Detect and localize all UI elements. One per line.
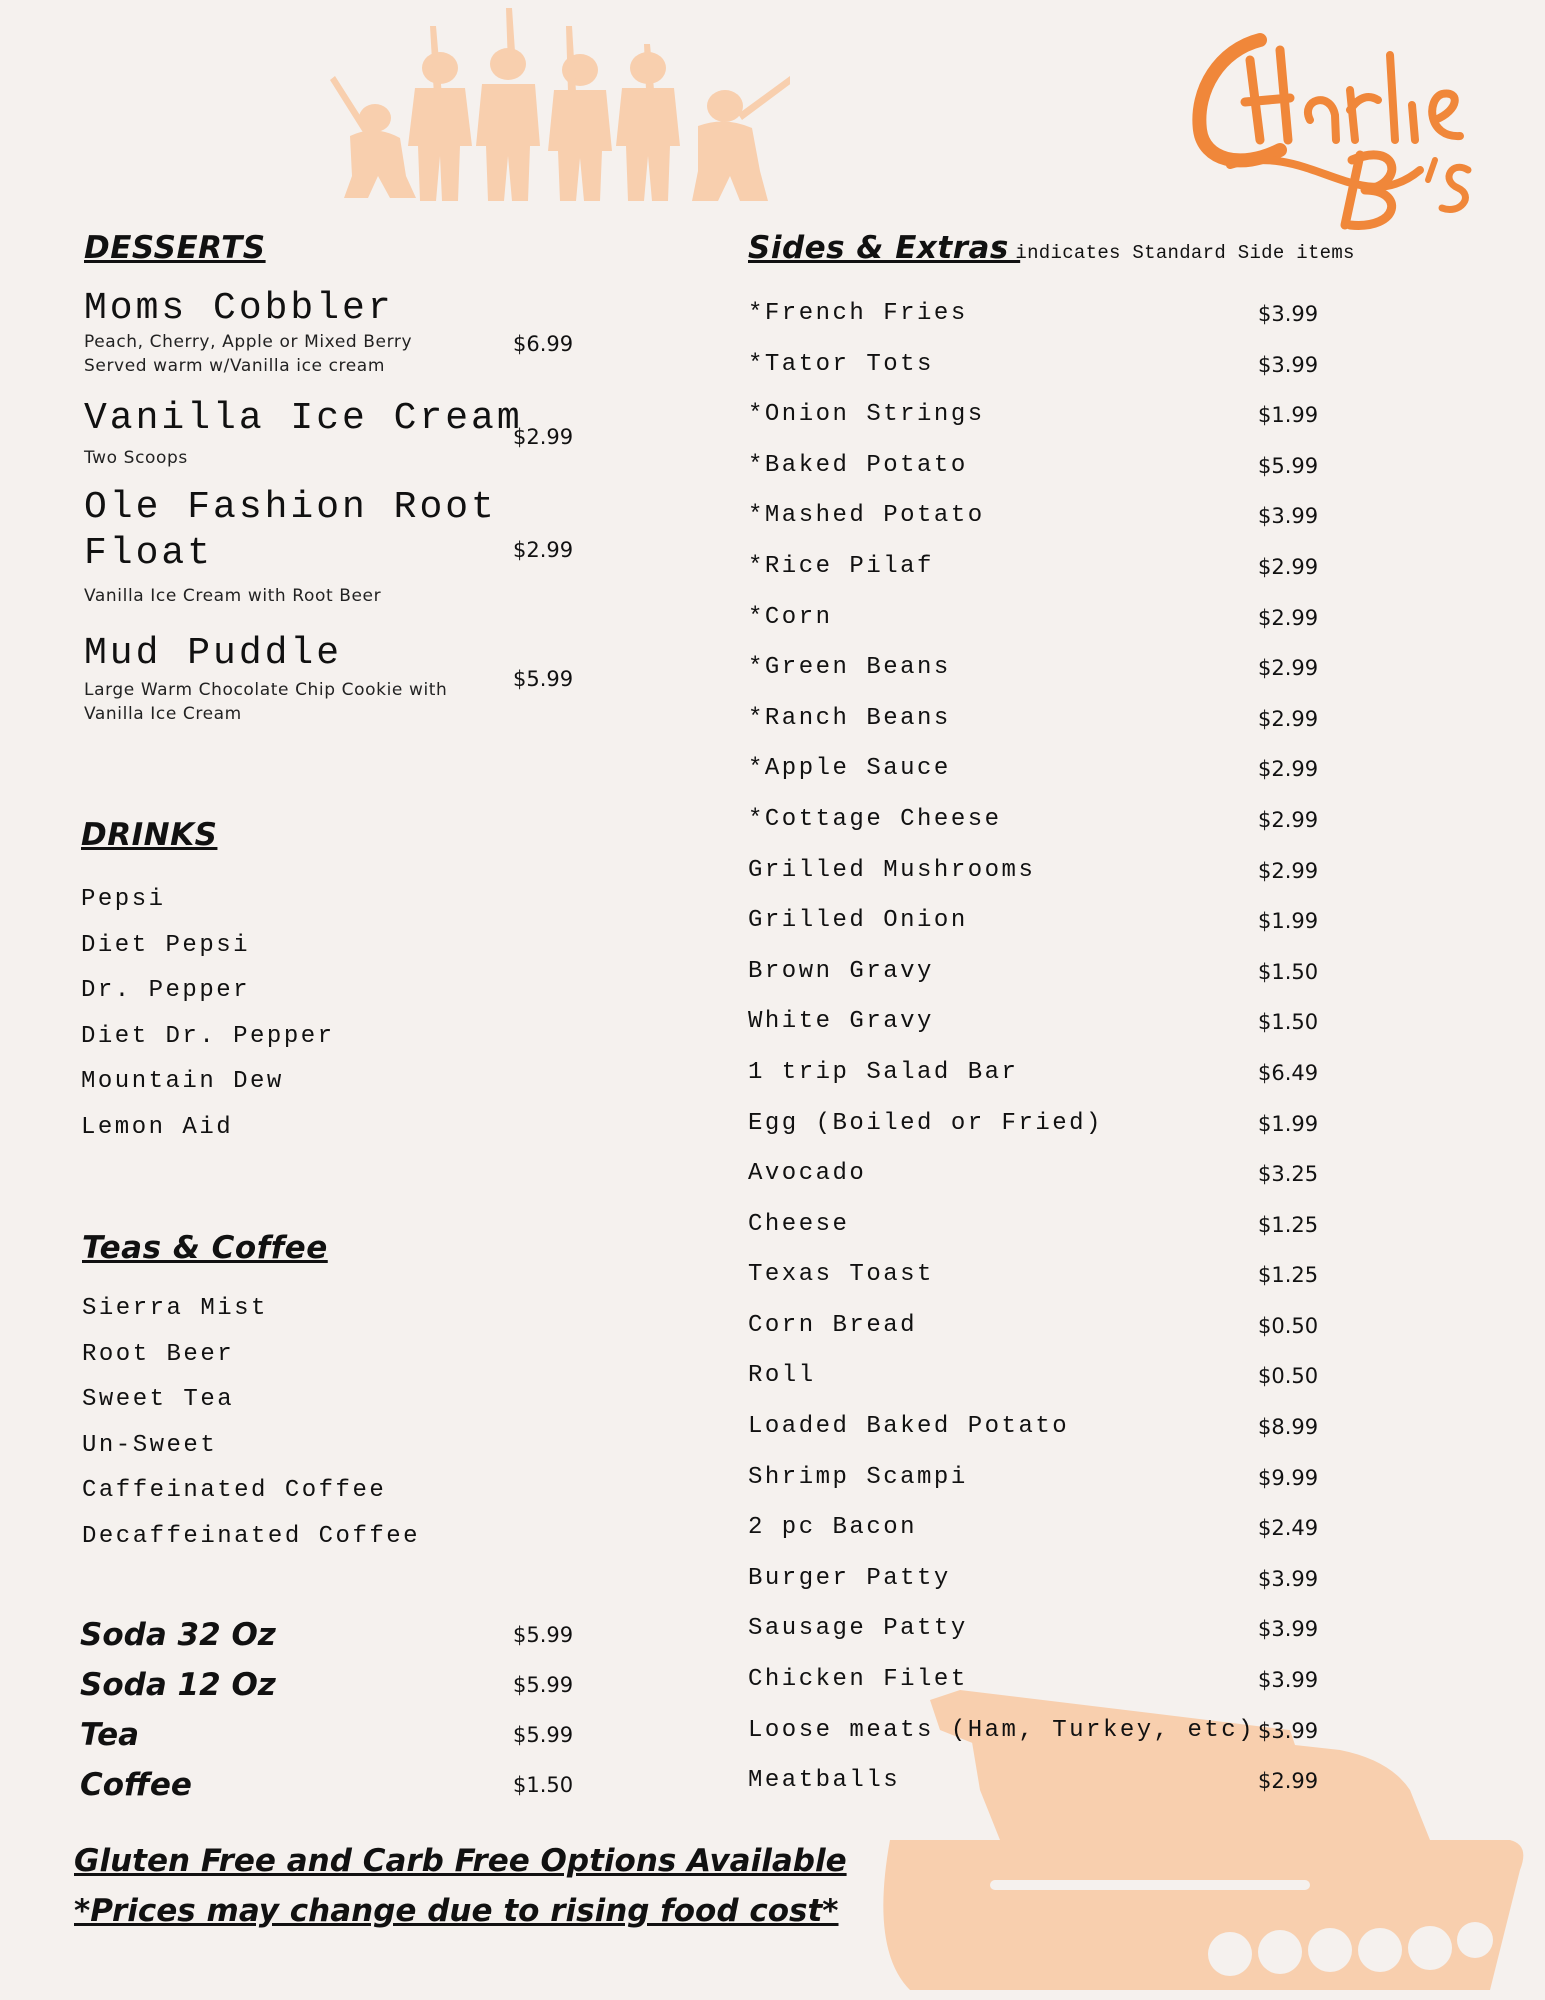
dessert-name: Mud Puddle bbox=[84, 632, 343, 675]
side-item-row bbox=[748, 1354, 1348, 1405]
side-item-name: *Apple Sauce bbox=[748, 755, 951, 783]
side-item-row bbox=[748, 1152, 1348, 1203]
desserts-title: DESSERTS bbox=[84, 230, 266, 266]
side-item-price: $1.25 bbox=[1258, 1212, 1319, 1237]
side-item-name: *Corn bbox=[748, 603, 833, 631]
side-item-row bbox=[748, 1304, 1348, 1355]
dessert-name: Vanilla Ice Cream bbox=[84, 397, 523, 440]
drink-item: Lemon Aid bbox=[81, 1113, 234, 1141]
side-item-row bbox=[748, 1456, 1348, 1507]
side-item-name: Roll bbox=[748, 1362, 816, 1390]
drink-size-name: Soda 12 Oz bbox=[80, 1667, 276, 1703]
drink-size-row bbox=[80, 1710, 600, 1760]
side-item-name: Brown Gravy bbox=[748, 957, 934, 985]
side-item-name: Loaded Baked Potato bbox=[748, 1413, 1070, 1441]
side-item-price: $1.99 bbox=[1258, 403, 1319, 428]
tea-item: Un-Sweet bbox=[82, 1431, 218, 1459]
side-item-price: $5.99 bbox=[1258, 453, 1319, 478]
side-item-name: *Ranch Beans bbox=[748, 704, 951, 732]
side-item-price: $2.99 bbox=[1258, 706, 1319, 731]
side-item-row bbox=[748, 1102, 1348, 1153]
side-item-price: $2.99 bbox=[1258, 554, 1319, 579]
side-item-price: $2.99 bbox=[1258, 757, 1319, 782]
side-item-name: *Baked Potato bbox=[748, 451, 968, 479]
drink-item: Diet Pepsi bbox=[81, 931, 251, 959]
drink-size-list bbox=[80, 1610, 600, 1810]
side-item-name: Avocado bbox=[748, 1160, 867, 1188]
tea-item: Caffeinated Coffee bbox=[82, 1477, 387, 1504]
side-item-row bbox=[748, 292, 1348, 343]
tea-item: Sierra Mist bbox=[82, 1295, 268, 1322]
drink-size-row bbox=[80, 1760, 600, 1810]
side-item-price: $2.49 bbox=[1258, 1516, 1319, 1541]
teas-list bbox=[82, 1286, 420, 1559]
drink-item: Mountain Dew bbox=[81, 1068, 284, 1095]
dessert-price: $2.99 bbox=[513, 425, 574, 449]
side-item-price: $2.99 bbox=[1258, 807, 1319, 832]
side-item-price: $3.99 bbox=[1258, 1668, 1319, 1693]
side-item-name: White Gravy bbox=[748, 1008, 934, 1036]
dessert-price: $5.99 bbox=[513, 667, 574, 691]
drink-size-name: Soda 32 Oz bbox=[80, 1617, 276, 1653]
side-item-price: $0.50 bbox=[1258, 1313, 1319, 1338]
side-item-price: $3.99 bbox=[1258, 352, 1319, 377]
tea-item: Decaffeinated Coffee bbox=[82, 1522, 421, 1550]
side-item-name: Texas Toast bbox=[748, 1261, 934, 1289]
side-item-price: $3.99 bbox=[1258, 302, 1319, 326]
side-item-name: Loose meats (Ham, Turkey, etc) bbox=[748, 1716, 1256, 1744]
side-item-price: $3.99 bbox=[1258, 504, 1319, 529]
side-item-price: $6.49 bbox=[1258, 1060, 1319, 1085]
dessert-name: Ole Fashion Root Float bbox=[84, 486, 497, 575]
drink-item: Pepsi bbox=[81, 886, 166, 913]
side-item-row bbox=[748, 849, 1348, 900]
drink-size-price: $5.99 bbox=[513, 1723, 574, 1747]
side-item-name: *Tator Tots bbox=[748, 350, 934, 378]
tea-item: Sweet Tea bbox=[82, 1386, 235, 1413]
drink-item: Dr. Pepper bbox=[81, 977, 251, 1004]
dessert-price: $2.99 bbox=[513, 538, 574, 562]
side-item-row bbox=[748, 444, 1348, 495]
side-item-name: Burger Patty bbox=[748, 1564, 951, 1592]
side-item-name: *Cottage Cheese bbox=[748, 805, 1002, 833]
side-item-name: Corn Bread bbox=[748, 1311, 918, 1339]
drink-size-price: $5.99 bbox=[513, 1673, 574, 1697]
side-item-row bbox=[748, 545, 1348, 596]
dessert-name: Moms Cobbler bbox=[84, 287, 394, 330]
drinks-list bbox=[81, 877, 335, 1150]
side-item-price: $2.99 bbox=[1258, 1769, 1319, 1794]
side-item-row bbox=[748, 1000, 1348, 1051]
side-item-row bbox=[748, 646, 1348, 697]
side-item-price: $0.50 bbox=[1258, 1364, 1319, 1389]
side-item-price: $1.50 bbox=[1258, 1010, 1319, 1035]
side-item-row bbox=[748, 596, 1348, 647]
gluten-free-note: Gluten Free and Carb Free Options Available bbox=[74, 1843, 847, 1879]
side-item-row bbox=[748, 950, 1348, 1001]
side-item-name: 2 pc Bacon bbox=[748, 1514, 918, 1542]
side-item-name: Sausage Patty bbox=[748, 1615, 968, 1643]
side-item-row bbox=[748, 1607, 1348, 1658]
side-item-name: *Mashed Potato bbox=[748, 502, 985, 530]
side-item-row bbox=[748, 1253, 1348, 1304]
dessert-price: $6.99 bbox=[513, 332, 574, 356]
drink-size-price: $5.99 bbox=[513, 1623, 574, 1647]
charlie-bs-logo bbox=[1190, 20, 1480, 235]
side-item-name: *Rice Pilaf bbox=[748, 552, 934, 580]
side-item-price: $1.50 bbox=[1258, 959, 1319, 984]
side-item-name: Grilled Onion bbox=[748, 907, 968, 935]
side-item-row bbox=[748, 1557, 1348, 1608]
side-item-row bbox=[748, 343, 1348, 394]
sides-list bbox=[748, 292, 1348, 1810]
side-item-name: Meatballs bbox=[748, 1767, 901, 1795]
soldiers-silhouette-image bbox=[330, 6, 790, 206]
side-item-price: $2.99 bbox=[1258, 656, 1319, 681]
side-item-name: Cheese bbox=[748, 1210, 850, 1238]
side-item-name: *Onion Strings bbox=[748, 401, 985, 429]
dessert-desc: Peach, Cherry, Apple or Mixed Berry Served warm w/Vanilla ice cream bbox=[84, 332, 413, 376]
side-item-row bbox=[748, 747, 1348, 798]
side-item-name: *French Fries bbox=[748, 300, 968, 327]
side-item-price: $3.99 bbox=[1258, 1718, 1319, 1743]
price-change-note: *Prices may change due to rising food cost* bbox=[74, 1893, 839, 1929]
drink-size-price: $1.50 bbox=[513, 1773, 574, 1797]
drink-size-row bbox=[80, 1610, 600, 1660]
standard-side-note: * indicates Standard Side items bbox=[992, 242, 1355, 264]
drink-size-name: Coffee bbox=[80, 1767, 192, 1803]
side-item-row bbox=[748, 1405, 1348, 1456]
side-item-price: $3.25 bbox=[1258, 1162, 1319, 1187]
side-item-name: Egg (Boiled or Fried) bbox=[748, 1109, 1103, 1137]
teas-coffee-title: Teas & Coffee bbox=[82, 1230, 328, 1266]
side-item-row bbox=[748, 798, 1348, 849]
side-item-price: $1.99 bbox=[1258, 909, 1319, 934]
side-item-row bbox=[748, 899, 1348, 950]
drink-size-name: Tea bbox=[80, 1717, 140, 1753]
dessert-desc: Large Warm Chocolate Chip Cookie with Vanilla Ice Cream bbox=[84, 680, 448, 724]
sides-title: Sides & Extras bbox=[748, 230, 1021, 266]
side-item-row bbox=[748, 1506, 1348, 1557]
side-item-price: $2.99 bbox=[1258, 858, 1319, 883]
drink-size-row bbox=[80, 1660, 600, 1710]
side-item-price: $1.25 bbox=[1258, 1263, 1319, 1288]
side-item-name: Chicken Filet bbox=[748, 1666, 968, 1694]
side-item-row bbox=[748, 1709, 1348, 1760]
side-item-row bbox=[748, 697, 1348, 748]
side-item-price: $9.99 bbox=[1258, 1465, 1319, 1490]
tea-item: Root Beer bbox=[82, 1340, 235, 1368]
side-item-name: Grilled Mushrooms bbox=[748, 856, 1036, 884]
side-item-price: $2.99 bbox=[1258, 605, 1319, 630]
side-item-price: $3.99 bbox=[1258, 1617, 1319, 1642]
side-item-row bbox=[748, 1051, 1348, 1102]
side-item-row bbox=[748, 1658, 1348, 1709]
side-item-row bbox=[748, 494, 1348, 545]
side-item-row bbox=[748, 1759, 1348, 1810]
dessert-desc: Two Scoops bbox=[84, 448, 188, 468]
side-item-row bbox=[748, 393, 1348, 444]
dessert-desc: Vanilla Ice Cream with Root Beer bbox=[84, 586, 382, 606]
side-item-price: $3.99 bbox=[1258, 1566, 1319, 1591]
drinks-title: DRINKS bbox=[81, 817, 218, 853]
side-item-price: $8.99 bbox=[1258, 1415, 1319, 1440]
side-item-name: Shrimp Scampi bbox=[748, 1463, 968, 1491]
drink-item: Diet Dr. Pepper bbox=[81, 1022, 335, 1050]
side-item-name: 1 trip Salad Bar bbox=[748, 1058, 1019, 1086]
side-item-row bbox=[748, 1203, 1348, 1254]
side-item-name: *Green Beans bbox=[748, 654, 951, 682]
side-item-price: $1.99 bbox=[1258, 1111, 1319, 1136]
